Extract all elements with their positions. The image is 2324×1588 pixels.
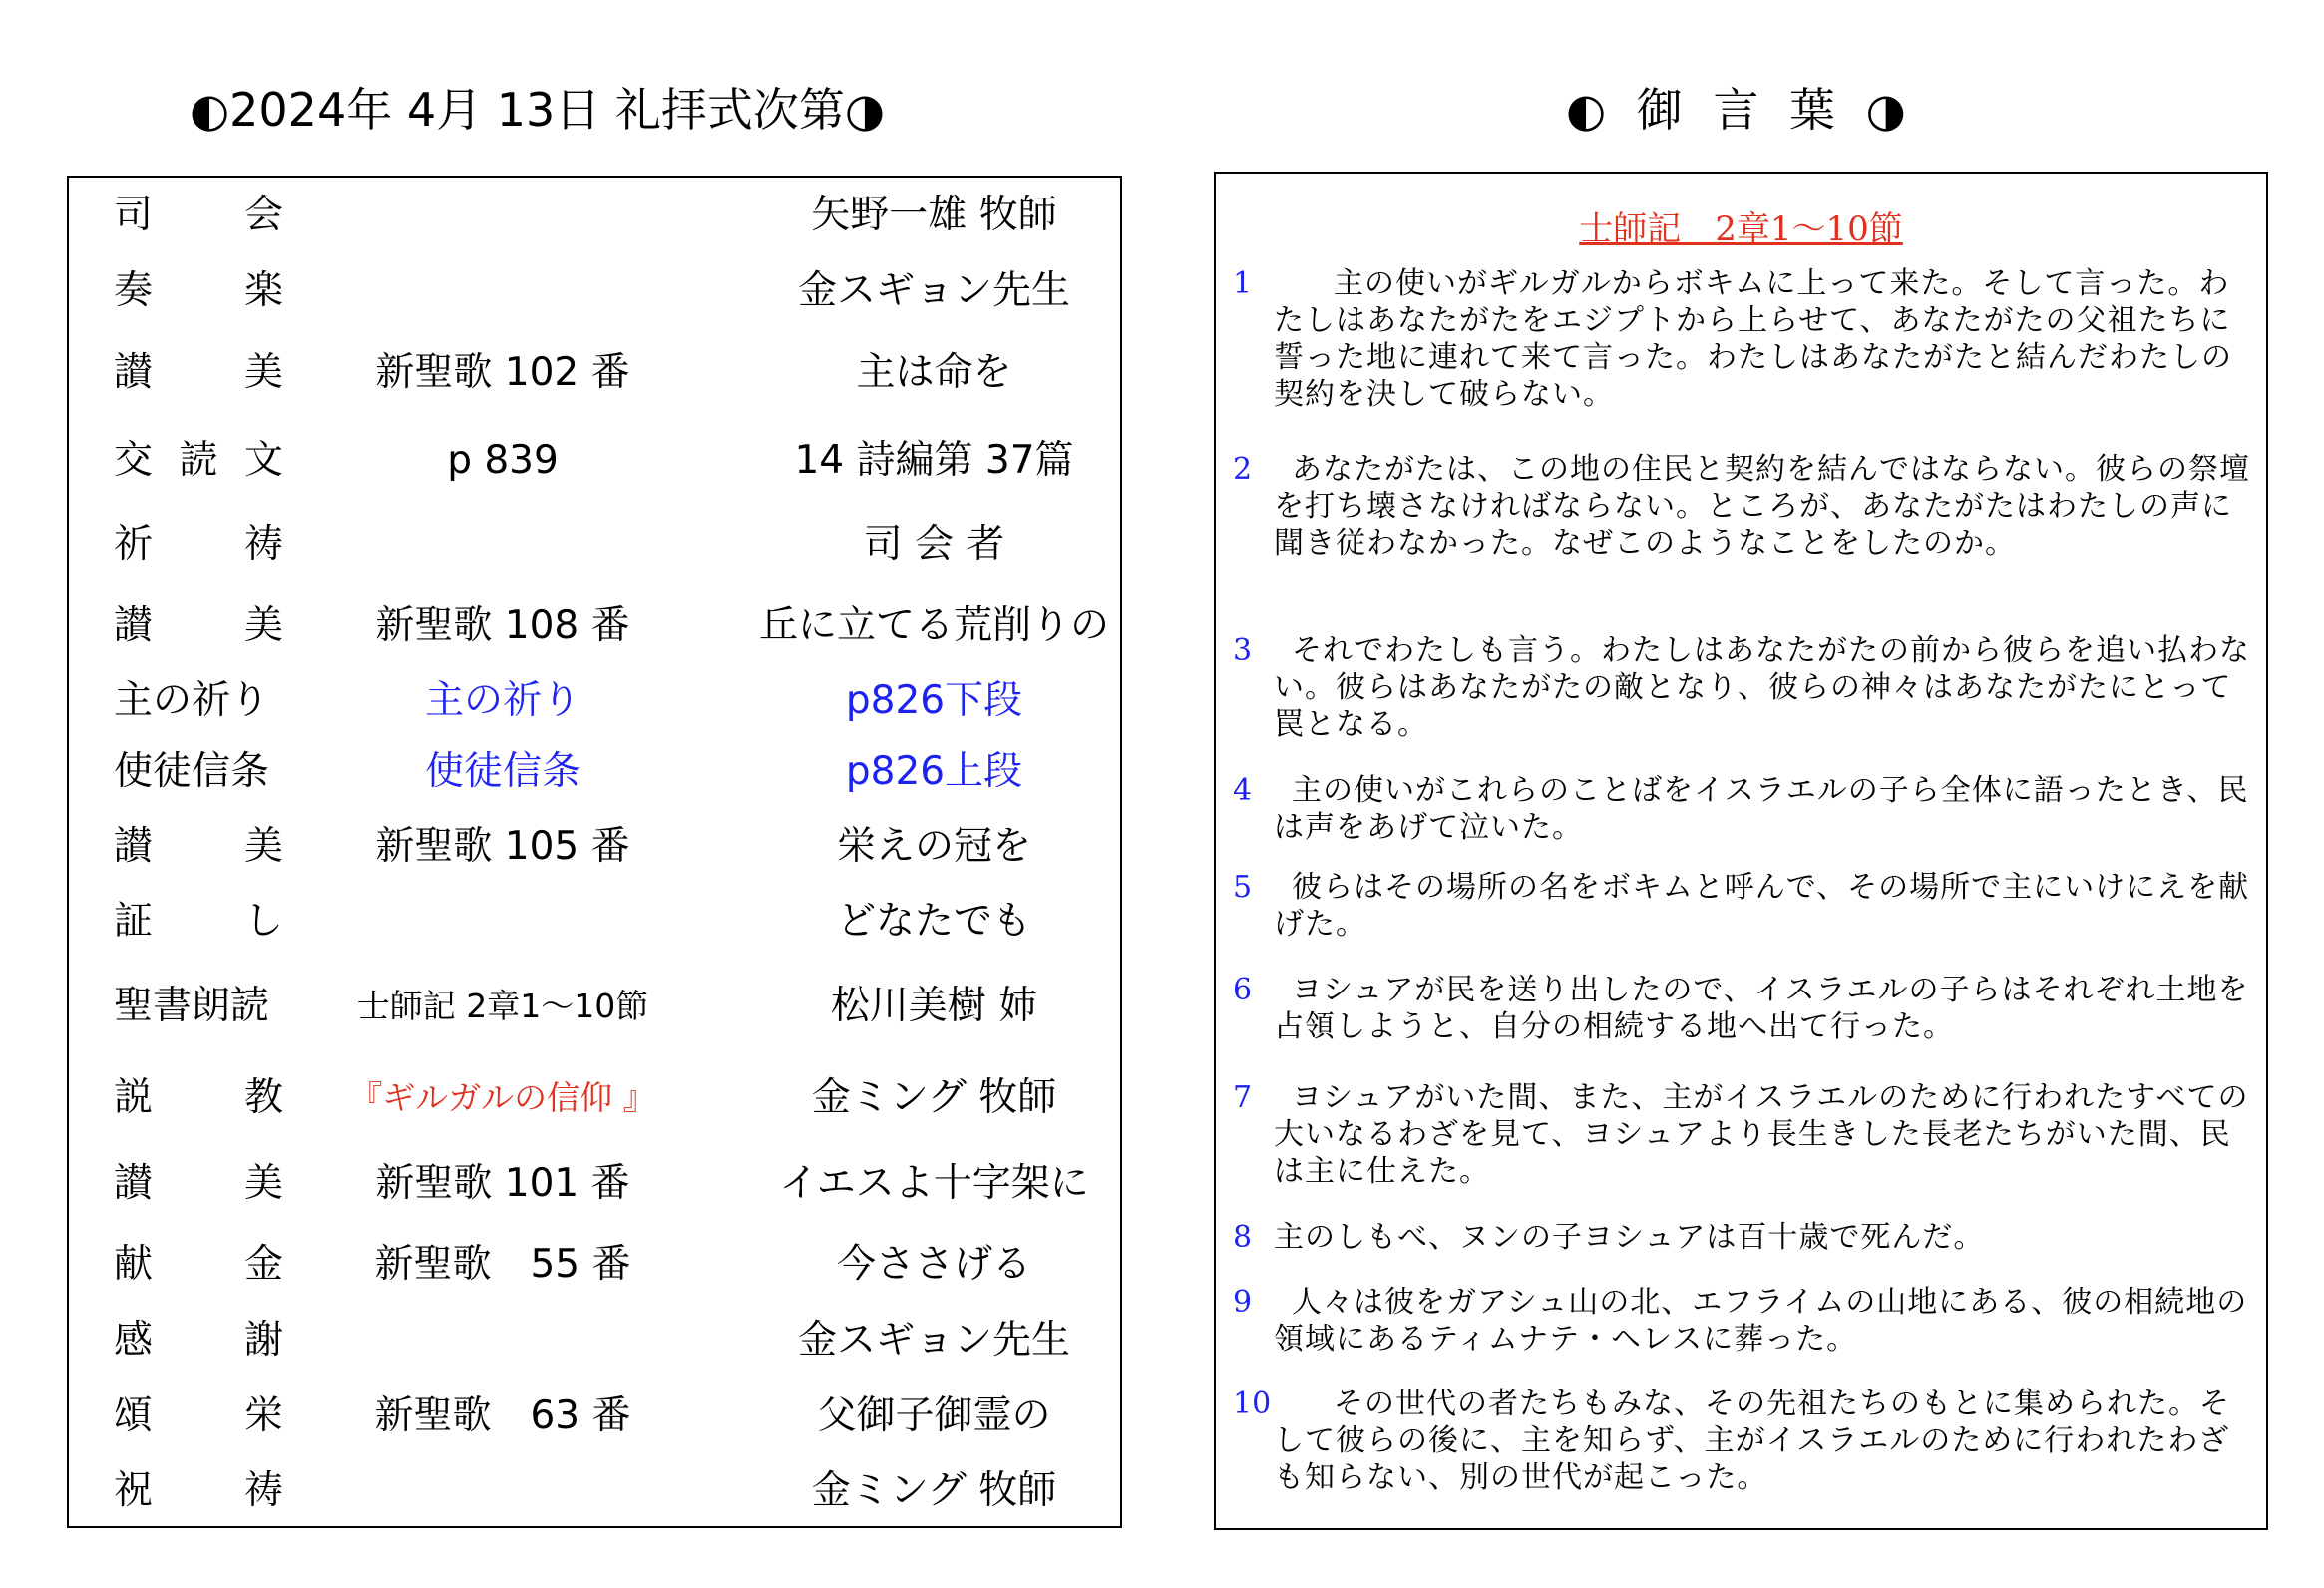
order-row <box>69 894 1120 950</box>
order-detail: 新聖歌 102 番 <box>375 350 630 395</box>
verse-text: それでわたしも言う。わたしはあなたがたの前から彼らを追い払わない。彼らはあなたがたの敵となり、彼らの神々はあなたがたにとって罠となる。 <box>1274 633 2250 742</box>
verse-number: 6 <box>1233 973 1253 1007</box>
order-detail: 士師記 2章1～10節 <box>356 987 649 1025</box>
order-detail: p 839 <box>447 438 559 483</box>
verse-text: あなたがたは、この地の住民と契約を結んではならない。彼らの祭壇を打ち壊さなければならない。ところが、あなたがたはわたしの声に聞き従わなかった。なぜこのようなことをしたのか。 <box>1274 452 2250 561</box>
order-row <box>69 598 1120 654</box>
order-row <box>69 744 1120 800</box>
order-right: 矢野一雄 牧師 <box>811 193 1057 237</box>
order-right: 金スギョン先生 <box>797 268 1070 313</box>
order-item: 交 読 文 <box>114 438 283 483</box>
order-right: 主は命を <box>856 350 1012 395</box>
verse-text: 彼らはその場所の名をボキムと呼んで、その場所で主にいけにえを献げた。 <box>1274 870 2250 942</box>
order-right: 金スギョン先生 <box>797 1318 1070 1363</box>
verse-number: 5 <box>1233 870 1253 905</box>
order-item: 祈 祷 <box>114 522 283 567</box>
scripture-title: ◐ 御 言 葉 ◑ <box>1566 83 1914 137</box>
order-item: 説 教 <box>114 1075 283 1120</box>
order-row <box>69 1463 1120 1519</box>
order-detail: 新聖歌 55 番 <box>374 1242 631 1287</box>
order-row <box>69 1237 1120 1293</box>
order-item: 讃 美 <box>114 603 283 648</box>
order-row <box>69 433 1120 489</box>
order-detail: 新聖歌 108 番 <box>375 603 630 648</box>
order-row <box>69 345 1120 401</box>
order-row <box>69 1389 1120 1444</box>
order-detail: 新聖歌 105 番 <box>375 824 630 869</box>
order-item: 讃 美 <box>114 824 283 869</box>
order-right: 金ミング 牧師 <box>811 1075 1057 1120</box>
scripture-reference: 士師記 2章1～10節 <box>1579 209 1903 249</box>
verse-text: ヨシュアがいた間、また、主がイスラエルのために行われたすべての大いなるわざを見て、ヨシュアより長生きした長老たちがいた間、民は主に仕えた。 <box>1274 1080 2249 1189</box>
order-right: 14 詩編第 37篇 <box>794 438 1074 483</box>
order-detail: 使徒信条 <box>424 749 581 794</box>
order-row <box>69 263 1120 319</box>
order-right: 栄えの冠を <box>836 824 1031 869</box>
order-row <box>69 188 1120 243</box>
order-item: 証 し <box>114 899 283 944</box>
verse-number: 4 <box>1233 773 1253 808</box>
order-right: どなたでも <box>836 899 1031 944</box>
order-row <box>69 1156 1120 1212</box>
order-right: p826下段 <box>845 678 1023 723</box>
verse-number: 1 <box>1233 266 1253 301</box>
verse-number: 9 <box>1233 1285 1253 1320</box>
order-row <box>69 517 1120 573</box>
order-detail: 主の祈り <box>424 678 581 723</box>
order-item: 感 謝 <box>114 1318 283 1363</box>
order-item: 讃 美 <box>114 350 283 395</box>
verse-number: 7 <box>1233 1080 1253 1115</box>
order-right: イエスよ十字架に <box>779 1161 1089 1206</box>
order-item: 頌 栄 <box>114 1393 283 1438</box>
scripture-panel <box>1214 172 2268 1530</box>
order-right: 司 会 者 <box>863 522 1005 567</box>
order-detail: 新聖歌 101 番 <box>375 1161 630 1206</box>
verse-text: 主の使いがこれらのことばをイスラエルの子ら全体に語ったとき、民は声をあげて泣いた。 <box>1274 773 2249 845</box>
verse-number: 2 <box>1233 452 1253 487</box>
order-row <box>69 819 1120 875</box>
verse-text: 主の使いがギルガルからボキムに上って来た。そして言った。わたしはあなたがたをエジプトから上らせて、あなたがたの父祖たちに誓った地に連れて来て言った。わたしはあなたがたと結んだわたしの契約を決して破らない。 <box>1274 266 2232 412</box>
order-row <box>69 1313 1120 1369</box>
verse-text: 人々は彼をガアシュ山の北、エフライムの山地にある、彼の相続地の領域にあるティムナテ・ヘレスに葬った。 <box>1274 1285 2248 1357</box>
order-item: 使徒信条 <box>114 749 270 794</box>
order-item: 祝 祷 <box>114 1468 283 1513</box>
order-item: 聖書朗読 <box>114 984 270 1028</box>
order-item: 主の祈り <box>114 678 270 723</box>
order-of-service-title: ◐2024年 4月 13日 礼拝式次第◑ <box>190 83 886 137</box>
verse-number: 8 <box>1233 1220 1253 1255</box>
verse-text: ヨシュアが民を送り出したので、イスラエルの子らはそれぞれ土地を占領しようと、自分の相続する地へ出て行った。 <box>1274 973 2249 1044</box>
verse-number: 10 <box>1233 1387 1272 1421</box>
sermon-title: 『ギルガルの信仰 』 <box>349 1078 656 1117</box>
order-item: 献 金 <box>114 1242 283 1287</box>
order-row <box>69 1070 1120 1126</box>
verse-text: 主のしもべ、ヌンの子ヨシュアは百十歳で死んだ。 <box>1274 1220 1985 1255</box>
order-right: 父御子御霊の <box>817 1393 1051 1438</box>
order-right: 金ミング 牧師 <box>811 1468 1057 1513</box>
order-of-service-panel <box>67 176 1122 1528</box>
order-detail: 新聖歌 63 番 <box>374 1393 631 1438</box>
order-right: 松川美樹 姉 <box>830 984 1038 1028</box>
order-right: p826上段 <box>845 749 1023 794</box>
order-item: 司 会 <box>114 193 283 237</box>
verse-text: その世代の者たちもみな、その先祖たちのもとに集められた。そして彼らの後に、主を知らず、主がイスラエルのために行われたわざも知らない、別の世代が起こった。 <box>1274 1387 2230 1495</box>
order-item: 奏 楽 <box>114 268 283 313</box>
order-right: 丘に立てる荒削りの <box>758 603 1109 648</box>
order-row <box>69 673 1120 729</box>
order-item: 讃 美 <box>114 1161 283 1206</box>
order-row <box>69 979 1120 1034</box>
verse-number: 3 <box>1233 633 1253 668</box>
order-right: 今ささげる <box>836 1242 1031 1287</box>
